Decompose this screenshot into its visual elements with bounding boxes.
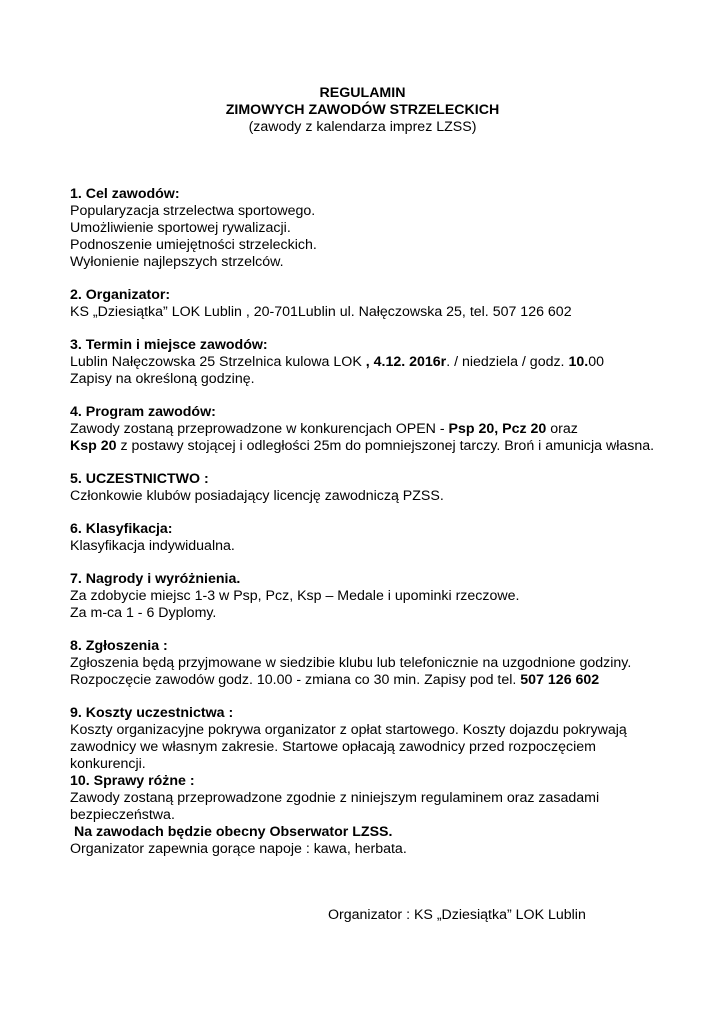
section-line: Zapisy na określoną godzinę. — [70, 371, 255, 387]
section-line — [70, 421, 660, 438]
section-line — [70, 672, 660, 689]
document-subtitle: ZIMOWYCH ZAWODÓW STRZELECKICH — [225, 102, 500, 118]
section-line: KS „Dziesiątka” LOK Lublin , 20-701Lublin ul. Nałęczowska 25, tel. 507 126 602 — [70, 304, 572, 320]
section-heading: 6. Klasyfikacja: — [70, 521, 173, 537]
text-run: . / niedziela / godz. — [446, 354, 569, 370]
section-line: Popularyzacja strzelectwa sportowego. — [70, 203, 316, 219]
section-heading: 10. Sprawy różne : — [70, 773, 195, 789]
observer-notice: Na zawodach będzie obecny Obserwator LZSS. — [70, 824, 393, 840]
document-title: REGULAMIN — [319, 85, 406, 101]
section-zgloszenia — [70, 638, 660, 689]
text-run: oraz — [546, 421, 578, 437]
section-heading: 3. Termin i miejsce zawodów: — [70, 337, 268, 353]
section-organizator — [70, 287, 660, 321]
document-header — [0, 85, 725, 136]
text-run: z postawy stojącej i odległości 25m do pomniejszonej tarczy. Broń i amunicja własna. — [116, 438, 655, 454]
section-line: Za zdobycie miejsc 1-3 w Psp, Pcz, Ksp – Medale i upominki rzeczowe. — [70, 588, 520, 604]
section-koszty — [70, 705, 660, 773]
section-line: Wyłonienie najlepszych strzelców. — [70, 254, 284, 270]
organizer-signature: Organizator : KS „Dziesiątka” LOK Lublin — [328, 907, 586, 923]
competition-ksp: Ksp 20 — [70, 438, 117, 454]
section-line: Za m-ca 1 - 6 Dyplomy. — [70, 605, 217, 621]
section-heading: 9. Koszty uczestnictwa : — [70, 705, 234, 721]
section-heading: 4. Program zawodów: — [70, 404, 216, 420]
section-klasyfikacja — [70, 521, 660, 555]
event-hour: 10. — [568, 354, 589, 370]
document-note: (zawody z kalendarza imprez LZSS) — [248, 119, 477, 135]
section-paragraph: Koszty organizacyjne pokrywa organizator z opłat startowego. Koszty dojazdu pokrywają zawodnicy we własnym zakresie. Startowe opłacają zawodnicy przed rozpoczęciem konkurencji. — [70, 722, 627, 772]
competition-list: Psp 20, Pcz 20 — [448, 421, 547, 437]
section-heading: 5. UCZESTNICTWO : — [70, 471, 209, 487]
text-run: Lublin Nałęczowska 25 Strzelnica kulowa LOK — [70, 354, 366, 370]
section-line — [70, 354, 660, 371]
section-uczestnictwo — [70, 471, 660, 505]
section-heading: 2. Organizator: — [70, 287, 171, 303]
text-run: Zawody zostaną przeprowadzone w konkurencjach OPEN - — [70, 421, 449, 437]
section-sprawy — [70, 773, 660, 858]
section-line: Członkowie klubów posiadający licencję zawodniczą PZSS. — [70, 488, 444, 504]
section-line — [70, 438, 660, 455]
section-cel — [70, 186, 660, 271]
section-line: Podnoszenie umiejętności strzeleckich. — [70, 237, 317, 253]
document-body — [70, 186, 660, 858]
section-line: Klasyfikacja indywidualna. — [70, 538, 235, 554]
section-line: Umożliwienie sportowej rywalizacji. — [70, 220, 291, 236]
text-run: 00 — [588, 354, 604, 370]
phone-number: 507 126 602 — [520, 672, 600, 688]
section-termin — [70, 337, 660, 388]
section-heading: 8. Zgłoszenia : — [70, 638, 168, 654]
section-program — [70, 404, 660, 455]
event-date: , 4.12. 2016r — [365, 354, 447, 370]
section-line: Organizator zapewnia gorące napoje : kawa, herbata. — [70, 841, 407, 857]
section-line: Zgłoszenia będą przyjmowane w siedzibie klubu lub telefonicznie na uzgodnione godziny. — [70, 655, 632, 671]
section-paragraph: Zawody zostaną przeprowadzone zgodnie z niniejszym regulaminem oraz zasadami bezpieczeństwa. — [70, 790, 600, 823]
section-heading: 1. Cel zawodów: — [70, 186, 180, 202]
section-nagrody — [70, 571, 660, 622]
section-heading: 7. Nagrody i wyróżnienia. — [70, 571, 241, 587]
text-run: Rozpoczęcie zawodów godz. 10.00 - zmiana co 30 min. Zapisy pod tel. — [70, 672, 521, 688]
